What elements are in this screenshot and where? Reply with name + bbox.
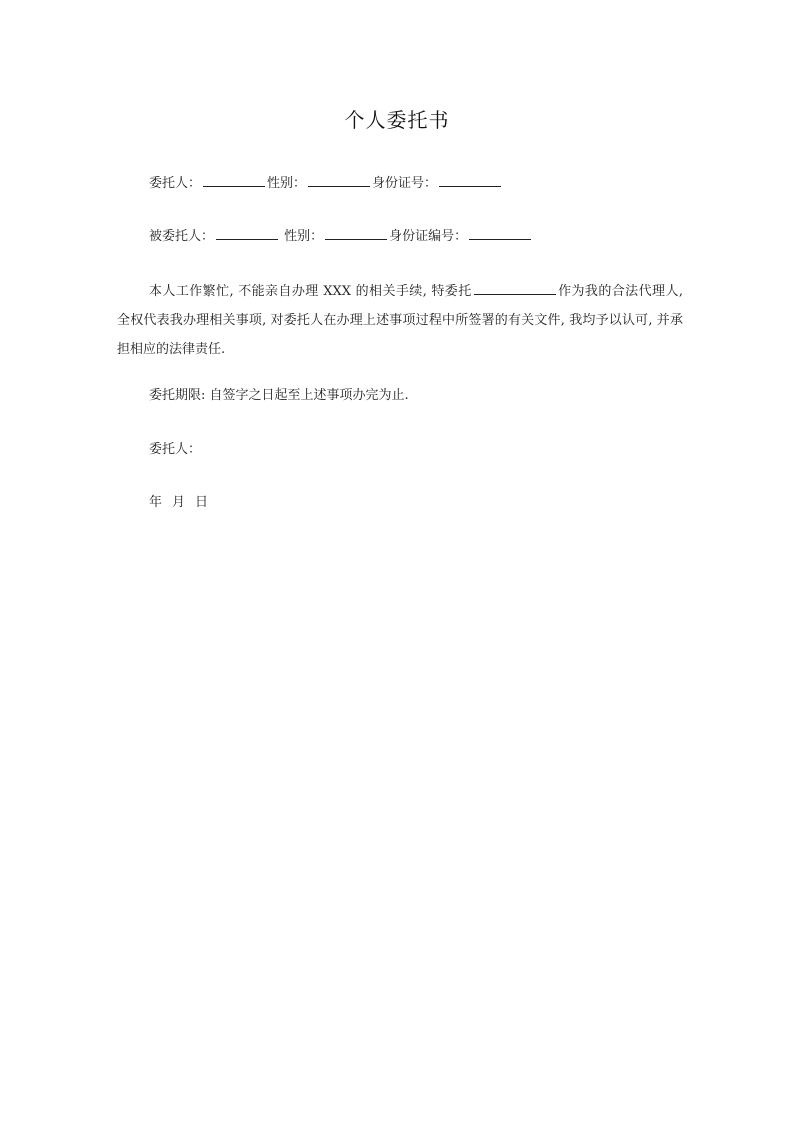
agent-info-line — [149, 226, 533, 246]
principal-gender-label: 性别： — [267, 176, 307, 191]
date-line — [149, 494, 218, 512]
authorization-paragraph — [117, 277, 683, 364]
month-label: 月 — [172, 495, 186, 510]
principal-label: 委托人： — [149, 176, 202, 191]
principal-id-blank[interactable] — [439, 173, 501, 187]
agent-label: 被委托人： — [149, 229, 215, 244]
agent-id-blank[interactable] — [469, 226, 531, 240]
authorization-term: 委托期限: 自签字之日起至上述事项办完为止. — [149, 388, 409, 403]
document-title: 个人委托书 — [344, 108, 450, 132]
principal-gender-blank[interactable] — [308, 173, 370, 187]
day-label: 日 — [195, 495, 209, 510]
agent-gender-blank[interactable] — [325, 226, 387, 240]
year-label: 年 — [149, 495, 163, 510]
authorization-text-part2: 作为我的合法代理人, 全权代表我办理相关事项, 对委托人在办理上述事项过程中所签署的有关文件, 我均予以认可, 并承担相应的法律责任. — [117, 284, 683, 357]
principal-id-label: 身份证号： — [372, 176, 438, 191]
entrusted-party-blank[interactable] — [474, 281, 556, 295]
principal-info-line — [149, 173, 503, 193]
agent-name-blank[interactable] — [216, 226, 278, 240]
authorization-text-part1: 本人工作繁忙, 不能亲自办理 XXX 的相关手续, 特委托 — [149, 284, 472, 299]
principal-name-blank[interactable] — [203, 173, 265, 187]
agent-id-label: 身份证编号： — [389, 229, 468, 244]
signature-label: 委托人： — [149, 442, 202, 457]
agent-gender-label: 性别： — [284, 229, 324, 244]
